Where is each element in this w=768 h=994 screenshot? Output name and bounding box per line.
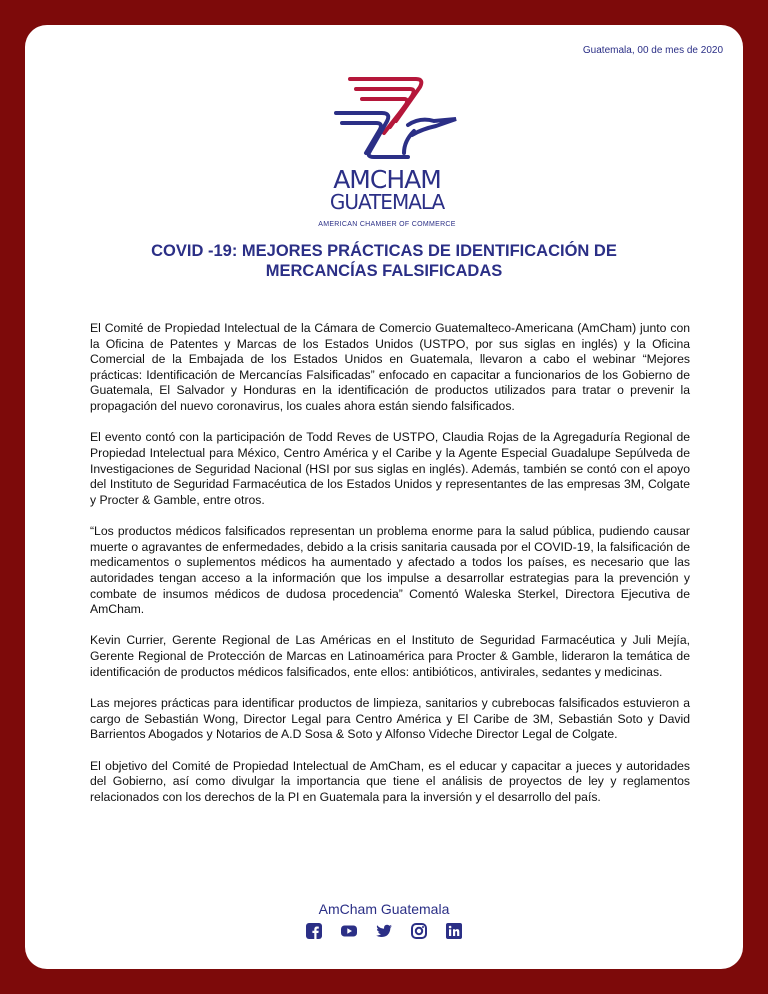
paragraph: Las mejores prácticas para identificar productos de limpieza, sanitarios y cubrebocas falsificados estuvieron a cargo de Sebastián Wong, Director Legal para Centro América y El Caribe de 3M, Sebastián Soto y David Barrientos Abogados y Notarios de A.D Sosa & Soto y Alfonso Videche Director Legal de Colgate. — [90, 696, 690, 742]
facebook-icon[interactable] — [306, 923, 322, 939]
twitter-icon[interactable] — [376, 923, 392, 939]
social-icons — [306, 923, 462, 939]
footer-name: AmCham Guatemala — [318, 901, 450, 917]
letter-page — [25, 25, 743, 969]
logo-amcham: AMCHAM — [333, 165, 441, 194]
date-line: Guatemala, 00 de mes de 2020 — [582, 45, 723, 56]
paragraph: El Comité de Propiedad Intelectual de la Cámara de Comercio Guatemalteco-Americana (AmCham) junto con la Oficina de Patentes y Marcas de los Estados Unidos (USTPO, por sus siglas en inglés) y la Oficina Comercial de la Embajada de los Estados Unidos en Guatemala, llevaron a cabo el webinar “Mejores prácticas: Identificación de Mercancías Falsificadas” enfocado en capacitar a funcionarios de los Gobierno de Guatemala, El Salvador y Honduras en la identificación de productos utilizados para tratar o prevenir la propagación del nuevo coronavirus, los cuales ahora están siendo falsificados. — [90, 321, 690, 413]
paragraph: Kevin Currier, Gerente Regional de Las Américas en el Instituto de Seguridad Farmacéutica y Juli Mejía, Gerente Regional de Protección de Marcas en Latinoamérica para Procter & Gamble, lideraron la temática de identificación de productos médicos falsificados, ente ellos: antibióticos, antivirales, sedantes y medicinas. — [90, 633, 690, 679]
linkedin-icon[interactable] — [446, 923, 462, 939]
document-title: COVID -19: MEJORES PRÁCTICAS DE IDENTIFICACIÓN DE MERCANCÍAS FALSIFICADAS — [151, 242, 617, 280]
paragraph: El objetivo del Comité de Propiedad Intelectual de AmCham, es el educar y capacitar a jueces y autoridades del Gobierno, así como divulgar la importancia que tiene el análisis de proyectos de ley y reglamentos relacionados con los derechos de la PI en Guatemala para la inversión y el desarrollo del país. — [90, 758, 690, 804]
paragraph: El evento contó con la participación de Todd Reves de USTPO, Claudia Rojas de la Agregaduría Regional de Propiedad Intelectual para México, Centro América y el Caribe y la Agente Especial Guadalupe Sepúlveda de Investigaciones de Seguridad Nacional (HSI por sus siglas en inglés). Además, también se contó con el apoyo del Instituto de Seguridad Farmacéutica de los Estados Unidos y representantes de las empresas 3M, Colgate y Procter & Gamble, entre otros. — [90, 430, 690, 507]
instagram-icon[interactable] — [411, 923, 427, 939]
logo-tagline: AMERICAN CHAMBER OF COMMERCE — [318, 221, 456, 228]
eagle-emblem-icon — [312, 69, 462, 161]
paragraph: “Los productos médicos falsificados representan un problema enorme para la salud pública, pudiendo causar muerte o agravantes de enfermedades, debido a la crisis sanitaria causada por el COVID-19, la falsificación de medicamentos o suplementos médicos ha aumentado y afectado a todos los países, es necesario que las autoridades tengan acceso a la información que los impulse a desarrollar estrategias para la prevención y combate de insumos médicos de dudosa procedencia” Comentó Waleska Sterkel, Directora Ejecutiva de AmCham. — [90, 524, 690, 617]
document-body — [90, 321, 690, 821]
amcham-logo — [312, 69, 472, 239]
youtube-icon[interactable] — [341, 923, 357, 939]
logo-guatemala: GUATEMALA — [329, 190, 445, 214]
